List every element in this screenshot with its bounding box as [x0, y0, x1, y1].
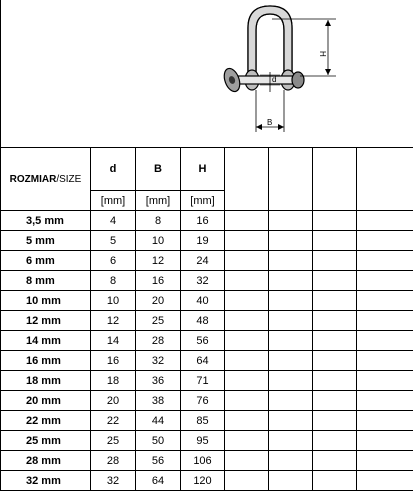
empty-cell: [269, 311, 313, 331]
size-cell: 20 mm: [1, 391, 91, 411]
col-h-header: H: [181, 148, 225, 191]
empty-cell: [225, 371, 269, 391]
empty-cell: [357, 391, 413, 411]
empty-header-cell: [357, 148, 413, 211]
dimensions-table: [0, 147, 413, 491]
empty-cell: [357, 431, 413, 451]
h-cell: 95: [181, 431, 225, 451]
empty-cell: [225, 411, 269, 431]
table-row: [1, 391, 413, 411]
size-cell: 14 mm: [1, 331, 91, 351]
size-cell: 32 mm: [1, 471, 91, 491]
h-cell: 16: [181, 211, 225, 231]
empty-cell: [225, 291, 269, 311]
empty-cell: [269, 371, 313, 391]
empty-cell: [357, 271, 413, 291]
size-cell: 10 mm: [1, 291, 91, 311]
b-cell: 56: [136, 451, 181, 471]
b-cell: 12: [136, 251, 181, 271]
empty-cell: [357, 211, 413, 231]
col-h-unit: [mm]: [181, 191, 225, 211]
size-header-bold: ROZMIAR: [9, 173, 57, 185]
h-cell: 76: [181, 391, 225, 411]
h-cell: 120: [181, 471, 225, 491]
b-cell: 28: [136, 331, 181, 351]
empty-cell: [357, 471, 413, 491]
empty-cell: [225, 451, 269, 471]
empty-cell: [269, 271, 313, 291]
empty-cell: [313, 431, 357, 451]
empty-cell: [357, 311, 413, 331]
empty-cell: [225, 251, 269, 271]
size-cell: 6 mm: [1, 251, 91, 271]
empty-cell: [269, 451, 313, 471]
empty-cell: [225, 471, 269, 491]
empty-cell: [313, 291, 357, 311]
d-cell: 12: [91, 311, 136, 331]
table-row: [1, 251, 413, 271]
size-cell: 25 mm: [1, 431, 91, 451]
size-cell: 5 mm: [1, 231, 91, 251]
table-row: [1, 411, 413, 431]
empty-cell: [313, 211, 357, 231]
b-cell: 25: [136, 311, 181, 331]
empty-cell: [313, 391, 357, 411]
table-body: [1, 211, 413, 491]
table-row: [1, 371, 413, 391]
h-cell: 71: [181, 371, 225, 391]
d-cell: 6: [91, 251, 136, 271]
h-cell: 19: [181, 231, 225, 251]
empty-cell: [225, 351, 269, 371]
d-cell: 4: [91, 211, 136, 231]
size-cell: 18 mm: [1, 371, 91, 391]
empty-cell: [269, 411, 313, 431]
b-cell: 10: [136, 231, 181, 251]
b-cell: 36: [136, 371, 181, 391]
empty-cell: [357, 251, 413, 271]
d-cell: 25: [91, 431, 136, 451]
table-row: [1, 291, 413, 311]
empty-cell: [225, 211, 269, 231]
d-cell: 20: [91, 391, 136, 411]
table-row: [1, 311, 413, 331]
empty-header-cell: [225, 148, 269, 211]
header-row: [1, 148, 413, 191]
empty-cell: [269, 471, 313, 491]
size-cell: 28 mm: [1, 451, 91, 471]
size-cell: 3,5 mm: [1, 211, 91, 231]
col-b-unit: [mm]: [136, 191, 181, 211]
h-cell: 56: [181, 331, 225, 351]
d-cell: 10: [91, 291, 136, 311]
empty-cell: [269, 351, 313, 371]
b-cell: 16: [136, 271, 181, 291]
h-cell: 48: [181, 311, 225, 331]
h-cell: 106: [181, 451, 225, 471]
h-cell: 32: [181, 271, 225, 291]
dim-b-label: B: [267, 118, 273, 127]
b-cell: 32: [136, 351, 181, 371]
d-cell: 5: [91, 231, 136, 251]
empty-cell: [313, 271, 357, 291]
empty-cell: [269, 291, 313, 311]
empty-cell: [313, 331, 357, 351]
empty-cell: [357, 351, 413, 371]
dim-d-label: d: [272, 75, 277, 84]
d-cell: 16: [91, 351, 136, 371]
size-cell: 16 mm: [1, 351, 91, 371]
empty-cell: [269, 211, 313, 231]
table-row: [1, 331, 413, 351]
table-row: [1, 471, 413, 491]
empty-cell: [269, 251, 313, 271]
empty-cell: [225, 311, 269, 331]
col-d-header: d: [91, 148, 136, 191]
empty-cell: [313, 251, 357, 271]
empty-cell: [269, 231, 313, 251]
empty-cell: [269, 391, 313, 411]
d-cell: 32: [91, 471, 136, 491]
empty-cell: [313, 471, 357, 491]
empty-cell: [313, 311, 357, 331]
table-row: [1, 351, 413, 371]
left-border: [0, 0, 1, 147]
empty-cell: [269, 331, 313, 351]
empty-cell: [225, 331, 269, 351]
table-row: [1, 431, 413, 451]
h-cell: 24: [181, 251, 225, 271]
empty-cell: [225, 271, 269, 291]
empty-cell: [357, 331, 413, 351]
size-cell: 12 mm: [1, 311, 91, 331]
empty-cell: [313, 451, 357, 471]
d-cell: 18: [91, 371, 136, 391]
empty-cell: [357, 231, 413, 251]
empty-header-cell: [313, 148, 357, 211]
size-header: [1, 148, 91, 211]
d-cell: 8: [91, 271, 136, 291]
empty-cell: [269, 431, 313, 451]
h-cell: 64: [181, 351, 225, 371]
size-cell: 8 mm: [1, 271, 91, 291]
empty-cell: [357, 451, 413, 471]
table-row: [1, 271, 413, 291]
d-cell: 14: [91, 331, 136, 351]
table-row: [1, 231, 413, 251]
h-cell: 40: [181, 291, 225, 311]
d-cell: 22: [91, 411, 136, 431]
table-row: [1, 451, 413, 471]
empty-header-cell: [269, 148, 313, 211]
b-cell: 64: [136, 471, 181, 491]
col-b-header: B: [136, 148, 181, 191]
empty-cell: [225, 391, 269, 411]
empty-cell: [225, 231, 269, 251]
b-cell: 8: [136, 211, 181, 231]
size-cell: 22 mm: [1, 411, 91, 431]
empty-cell: [357, 291, 413, 311]
size-header-rest: /SIZE: [56, 173, 82, 185]
b-cell: 38: [136, 391, 181, 411]
empty-cell: [313, 411, 357, 431]
d-cell: 28: [91, 451, 136, 471]
shackle-drawing: [214, 0, 344, 135]
empty-cell: [357, 411, 413, 431]
empty-cell: [225, 431, 269, 451]
table-row: [1, 211, 413, 231]
col-d-unit: [mm]: [91, 191, 136, 211]
dim-h-label: H: [318, 51, 327, 57]
b-cell: 20: [136, 291, 181, 311]
empty-cell: [313, 231, 357, 251]
h-cell: 85: [181, 411, 225, 431]
empty-cell: [313, 351, 357, 371]
empty-cell: [357, 371, 413, 391]
b-cell: 44: [136, 411, 181, 431]
b-cell: 50: [136, 431, 181, 451]
empty-cell: [313, 371, 357, 391]
